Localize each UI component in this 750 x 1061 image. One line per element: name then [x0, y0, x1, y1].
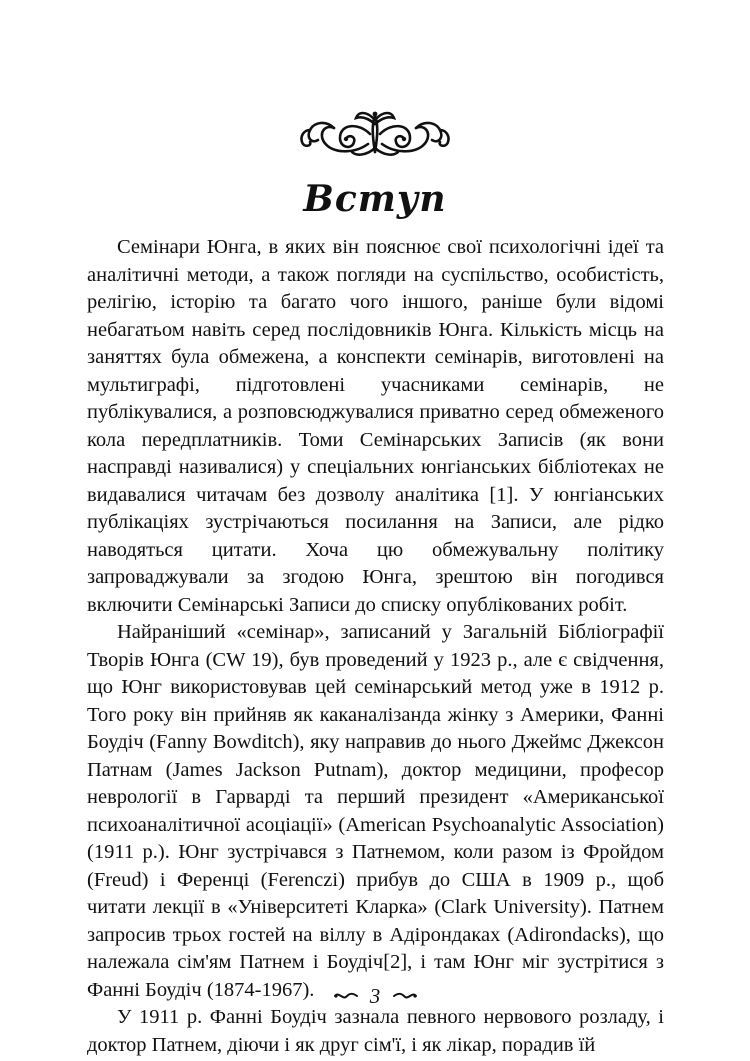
page-number: 3 — [369, 983, 381, 1008]
paragraph: Семінари Юнга, в яких він пояснює свої психологічні ідеї та аналітичні методи, а також погляди на суспільство, особистість, релігію, історію та багато чого іншого, раніше були відомі небагатьом навіть серед послідовників Юнга. Кількість місць на заняттях була обмежена, а конспекти семінарів, виготовлені на мультиграфі, підготовлені учасниками семінарів, не публікувалися, а розповсюджувалися приватно серед обмеженого кола передплатників. Томи Семінарських Записів (як вони насправді називалися) у спеціальних юнгіанських бібліотеках не видавалися читачам без дозволу аналітика [1]. У юнгіанських публікаціях зустрічаються посилання на Записи, але рідко наводяться цитати. Хоча цю обмежувальну політику запроваджували за згодою Юнга, зрештою він погодився включити Семінарські Записи до списку опублікованих робіт. — [87, 236, 664, 616]
left-flourish-icon — [333, 990, 359, 1002]
body-text — [87, 234, 664, 1059]
page-title: Вступ — [303, 178, 447, 220]
paragraph: Найраніший «семінар», записаний у Загальній Бібліографії Творів Юнга (CW 19), був проведений у 1923 р., але є свідчення, що Юнг використовував цей семінарський метод уже в 1912 р. Того року він прийняв як каканалізанда жінку з Америки, Фанні Боудіч (Fanny Bowditch), яку направив до нього Джеймс Джексон Патнам (James Jackson Putnam), доктор медицини, професор неврології в Гарварді та перший президент «Американської психоаналітичної асоціації» (American Psychoanalytic Association) (1911 р.). Юнг зустрічався з Патнемом, коли разом із Фройдом (Freud) і Ференці (Ferenczi) прибув до США в 1909 р., щоб читати лекції в «Університеті Кларка» (Clark University). Патнем запросив трьох гостей на віллу в Адірондаках (Adirondacks), що належала сім'ям Патнем і Боудіч[2], і там Юнг міг зустрітися з Фанні Боудіч (1874-1967). — [87, 621, 664, 1001]
page-footer — [0, 982, 750, 1009]
decorative-ornament-icon — [296, 108, 454, 160]
paragraph: У 1911 р. Фанні Боудіч зазнала певного нервового розладу, і доктор Патнем, діючи і як друг сім'ї, і як лікар, порадив їй — [87, 1006, 664, 1056]
right-flourish-icon — [392, 990, 418, 1002]
